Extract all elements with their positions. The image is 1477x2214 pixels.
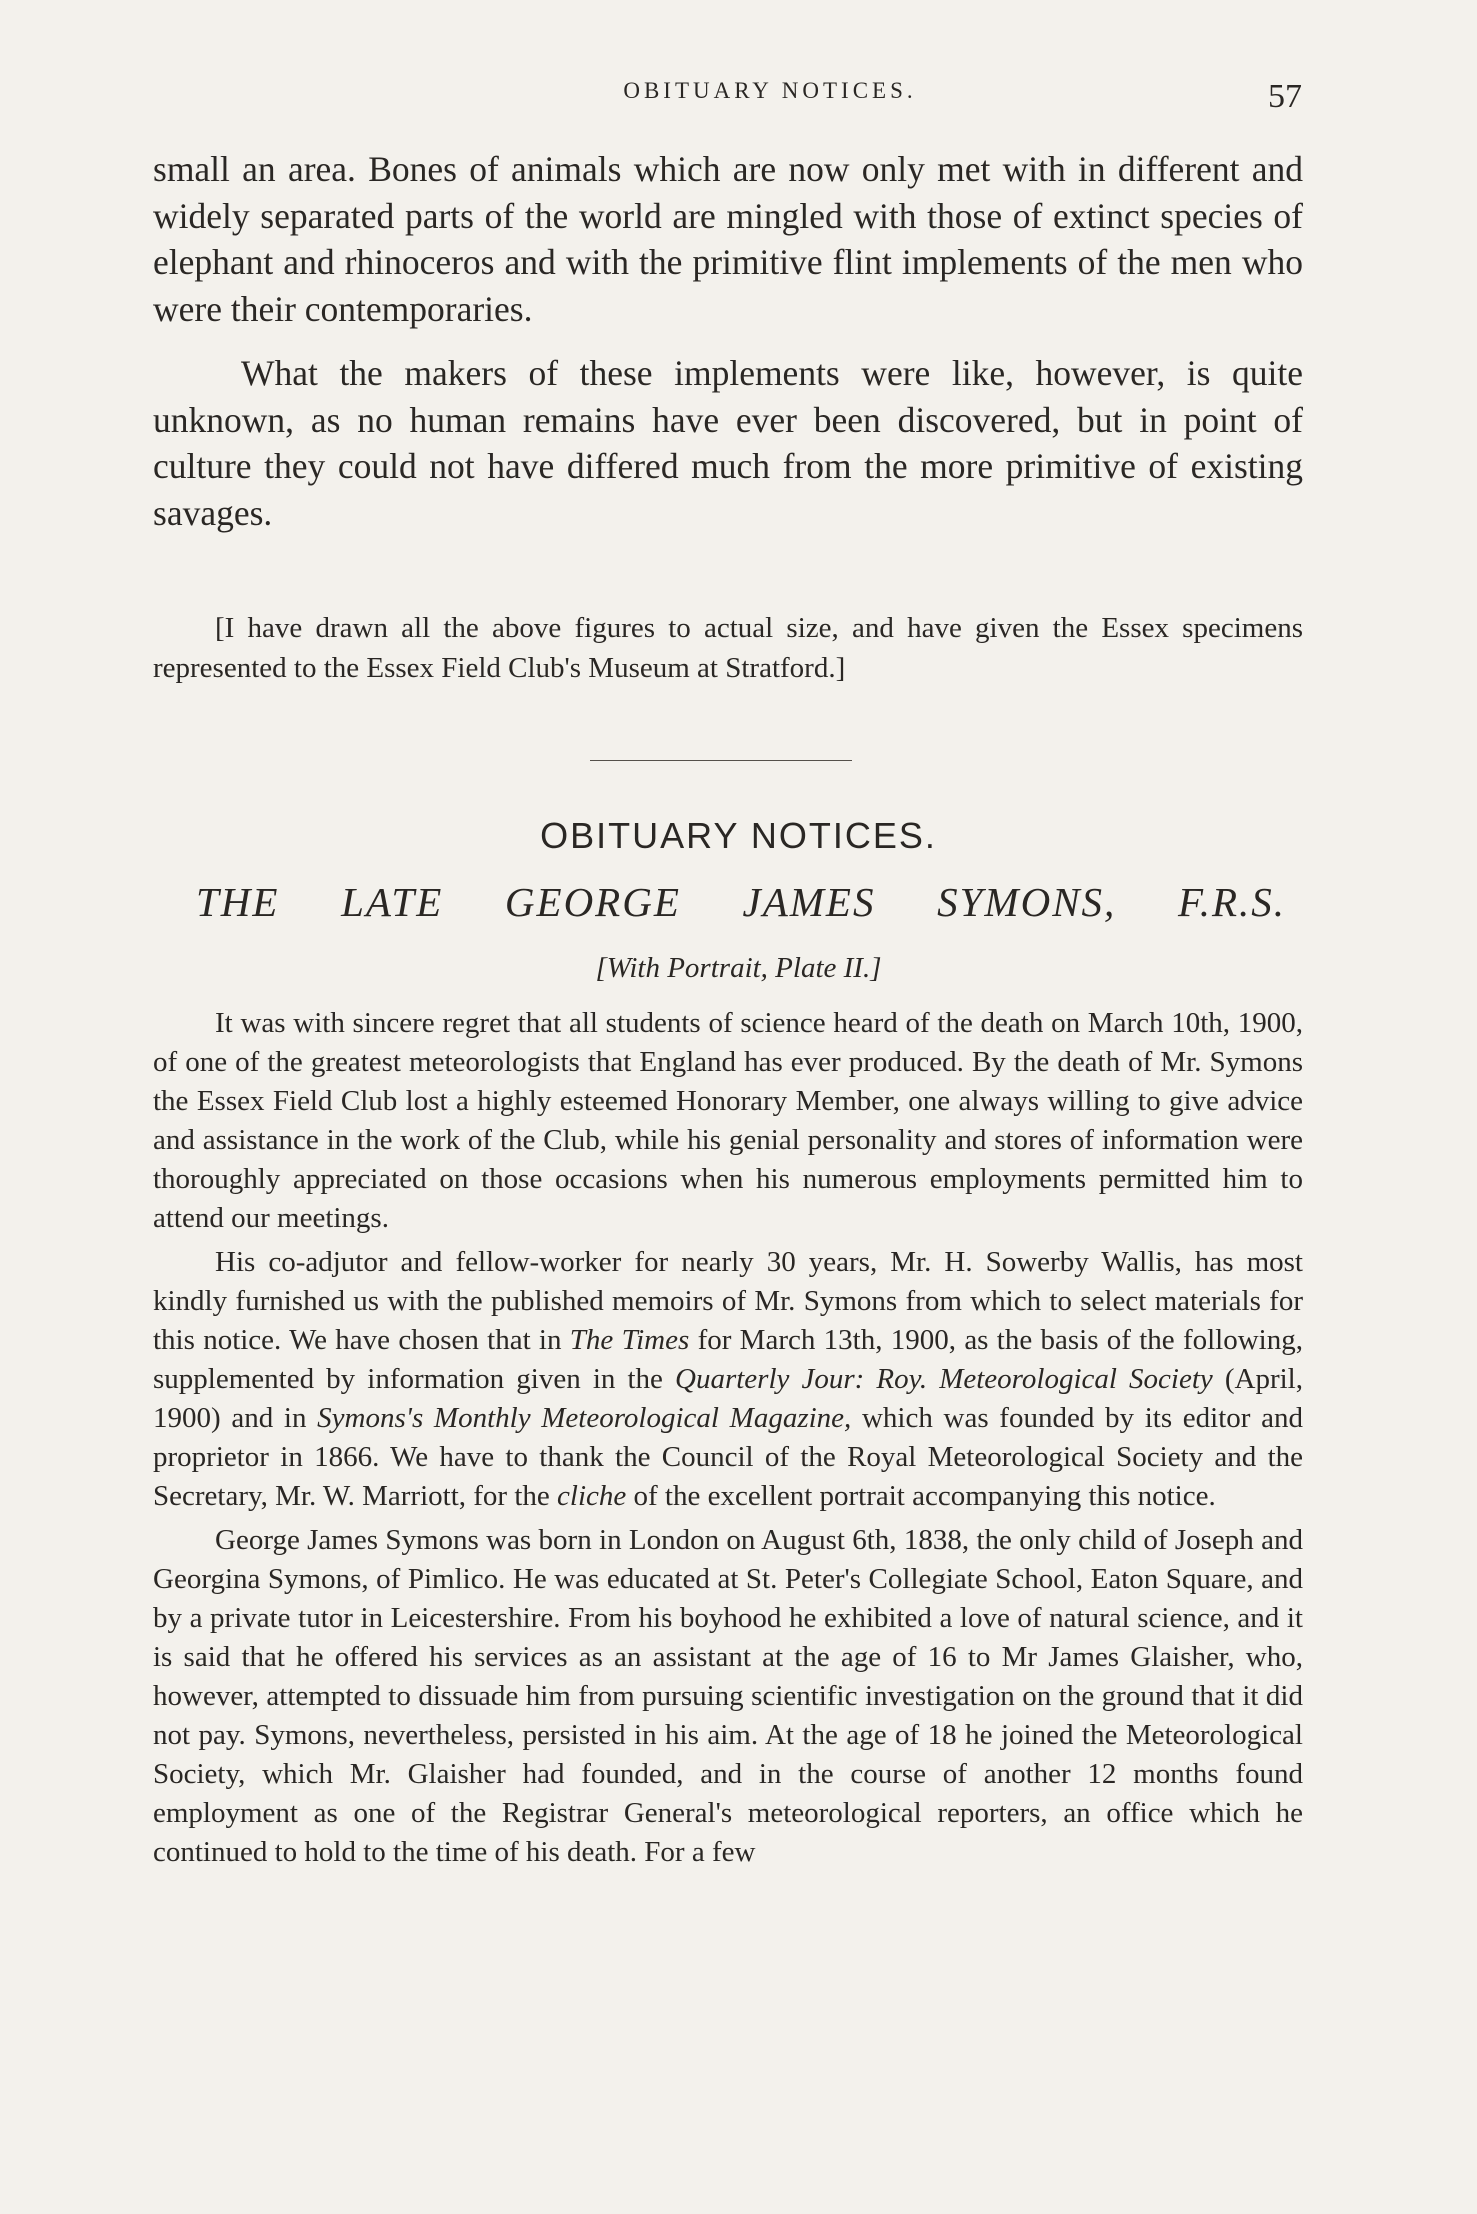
intro-text [153, 146, 1303, 536]
body-paragraph: It was with sincere regret that all students of science heard of the death on March 10th, 1900, of one of the greatest meteorologists that England has ever produced. By the death of Mr. Symons the Essex Field Club lost a highly esteemed Honorary Member, one always willing to give advice and assistance in the work of the Club, while his genial personality and stores of information were thoroughly appreciated on those occasions when his numerous employments permitted him to attend our meetings. [153, 1007, 1303, 1234]
subject-word: GEORGE [504, 879, 681, 925]
page-number: 57 [1268, 78, 1302, 115]
figure-note [153, 608, 1303, 688]
publication-title: Quarterly Jour: Roy. Meteorological Society [675, 1363, 1213, 1395]
section-title: OBITUARY NOTICES. [540, 815, 937, 856]
subject-word: JAMES [742, 879, 876, 925]
obituary-body [153, 1004, 1303, 1872]
subject-word: LATE [341, 879, 444, 925]
body-text: for March 13th, 1900, as the basis of the following, supplemented by information given in the [153, 1324, 1303, 1395]
figure-note-text: [I have drawn all the above figures to actual size, and have given the Essex specimens represented to the Essex Field Club's Museum at Stratford.] [153, 612, 1303, 684]
intro-paragraph: small an area. Bones of animals which are now only met with in different and widely separated parts of the world are mingled with those of extinct species of elephant and rhinoceros and with the primitive flint implements of the men who were their contemporaries. [153, 149, 1303, 329]
subject-word: THE [196, 879, 280, 925]
body-paragraph [153, 1243, 1303, 1516]
running-title: OBITUARY NOTICES. [623, 78, 917, 103]
body-text: which was founded by its editor and proprietor in 1866. We have to thank the Council of the Royal Meteorological Society and the Secretary, Mr. W. Marriott, for the [153, 1402, 1304, 1512]
subject-word: SYMONS, [937, 879, 1117, 925]
body-text: His co-adjutor and fellow-worker for nearly 30 years, Mr. H. Sowerby Wallis, has most kindly furnished us with the published memoirs of Mr. Symons from which to select materials for this notice. We have chosen that in [153, 1246, 1303, 1356]
plate-note: [With Portrait, Plate II.] [595, 952, 882, 984]
obituary-subject-title [196, 878, 1286, 926]
publication-title: The Times [569, 1324, 690, 1356]
body-text: of the excellent portrait accompanying this notice. [626, 1480, 1216, 1512]
body-text: (April, 1900) and in [153, 1363, 1303, 1434]
publication-title: Symons's Monthly Meteorological Magazine, [317, 1402, 852, 1434]
section-divider [590, 760, 852, 761]
body-paragraph: George James Symons was born in London on August 6th, 1838, the only child of Joseph and Georgina Symons, of Pimlico. He was educated at St. Peter's Collegiate School, Eaton Square, and by a private tutor in Leicestershire. From his boyhood he exhibited a love of natural science, and it is said that he offered his services as an assistant at the age of 16 to Mr James Glaisher, who, however, attempted to dissuade him from pursuing scientific investigation on the ground that it did not pay. Symons, nevertheless, persisted in his aim. At the age of 18 he joined the Meteorological Society, which Mr. Glaisher had founded, and in the course of another 12 months found employment as one of the Registrar General's meteorological reporters, an office which he continued to hold to the time of his death. For a few [153, 1524, 1303, 1868]
intro-paragraph: What the makers of these implements were like, however, is quite unknown, as no human remains have ever been discovered, but in point of culture they could not have differed much from the more primitive of existing savages. [153, 353, 1303, 533]
italic-term: cliche [557, 1480, 627, 1512]
subject-word: F.R.S. [1177, 879, 1286, 925]
